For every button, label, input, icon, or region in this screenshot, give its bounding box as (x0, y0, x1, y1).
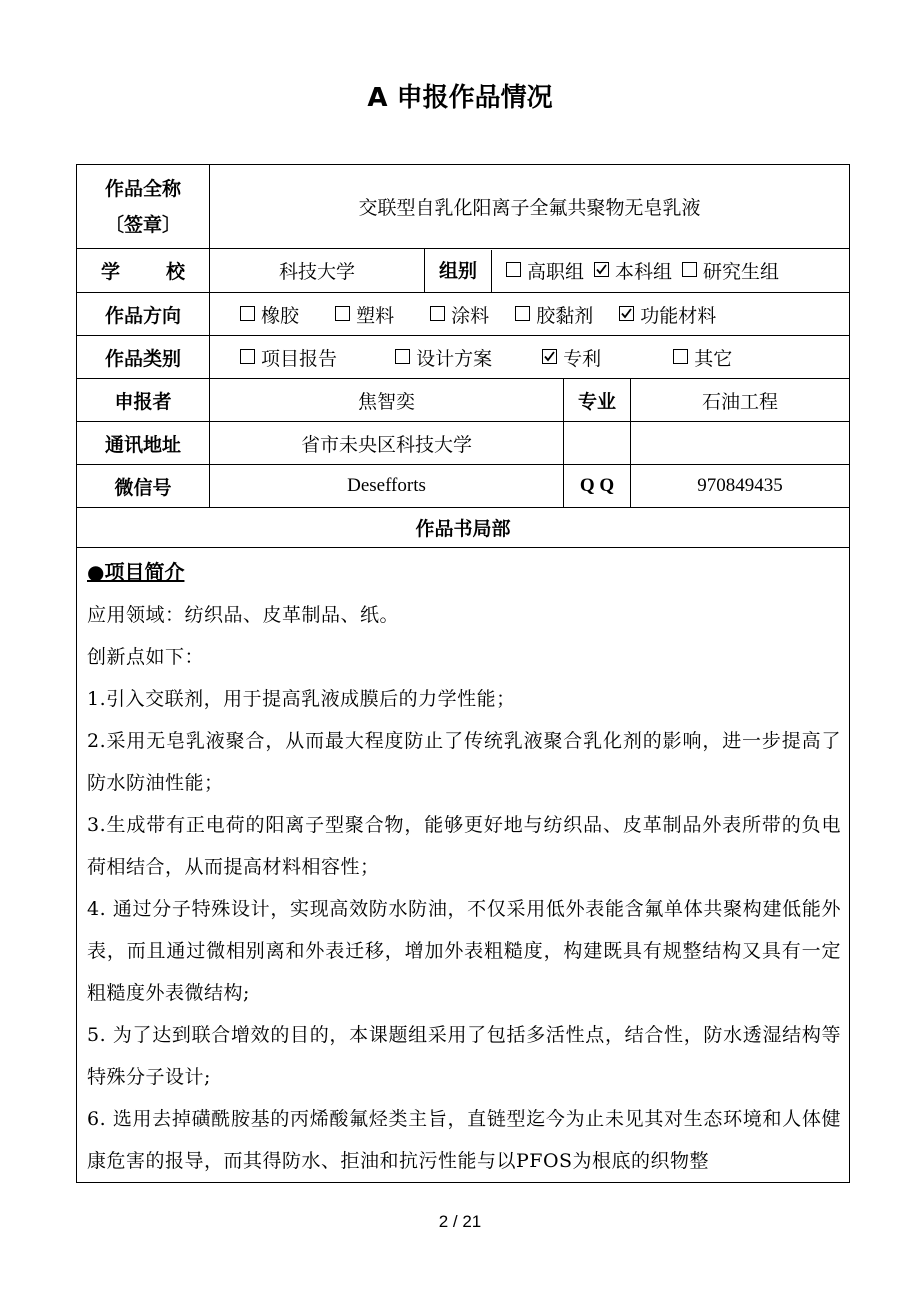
checkbox-empty-icon[interactable] (682, 262, 697, 277)
wechat-value: Desefforts (210, 465, 564, 508)
applicant-value: 焦智奕 (210, 379, 564, 422)
checkbox-empty-icon[interactable] (240, 306, 255, 321)
row-work-name (77, 165, 850, 249)
major-value: 石油工程 (631, 379, 850, 422)
page-title: A 申报作品情况 (367, 83, 553, 113)
group-option-graduate[interactable]: 研究生组 (682, 257, 779, 284)
row-intro (77, 548, 850, 1183)
direction-option-adhesive[interactable]: 胶黏剂 (515, 301, 593, 328)
school-value: 科技大学 (210, 249, 425, 293)
intro-heading: ●项目简介 (87, 560, 185, 584)
category-option-other[interactable]: 其它 (673, 344, 732, 371)
seal-label: 〔签章〕 (104, 213, 181, 236)
section-title: 作品书局部 (77, 508, 850, 548)
group-cell (425, 249, 850, 293)
checkbox-empty-icon[interactable] (506, 262, 521, 277)
address-extra-cell-2 (631, 422, 850, 465)
intro-paragraph: 创新点如下： (87, 646, 205, 668)
checkbox-empty-icon[interactable] (673, 349, 688, 364)
intro-paragraph: 1.引入交联剂，用于提高乳液成膜后的力学性能； (87, 688, 516, 710)
wechat-label: 微信号 (77, 465, 210, 508)
intro-paragraph: 4. 通过分子特殊设计，实现高效防水防油，不仅采用低外表能含氟单体共聚构建低能外表，而且通过微相别离和外表迁移，增加外表粗糙度，构建既具有规整结构又具有一定粗糙度外表微结构; (87, 898, 842, 1004)
row-category (77, 336, 850, 379)
work-name-label: 作品全称 (104, 177, 181, 200)
direction-option-plastic[interactable]: 塑料 (335, 301, 394, 328)
group-option-vocational[interactable]: 高职组 (506, 257, 584, 284)
address-value: 省市未央区科技大学 (210, 422, 564, 465)
application-form-table (76, 164, 850, 1183)
checkbox-checked-icon[interactable] (594, 262, 609, 277)
category-options (210, 336, 850, 379)
checkbox-empty-icon[interactable] (240, 349, 255, 364)
page-number: 2 / 21 (438, 1212, 482, 1231)
category-option-report[interactable]: 项目报告 (240, 344, 337, 371)
work-name-value: 交联型自乳化阳离子全氟共聚物无皂乳液 (210, 165, 850, 249)
applicant-label: 申报者 (77, 379, 210, 422)
checkbox-checked-icon[interactable] (542, 349, 557, 364)
intro-paragraph: 6. 选用去掉磺酰胺基的丙烯酸氟烃类主旨，直链型迄今为止未见其对生态环境和人体健康危害的报导，而其得防水、拒油和抗污性能与以PFOS为根底的织物整 (87, 1108, 842, 1172)
direction-option-rubber[interactable]: 橡胶 (240, 301, 299, 328)
row-wechat (77, 465, 850, 508)
direction-option-coating[interactable]: 涂料 (430, 301, 489, 328)
group-option-undergrad[interactable]: 本科组 (594, 257, 672, 284)
group-label: 组别 (425, 250, 492, 292)
checkbox-empty-icon[interactable] (395, 349, 410, 364)
row-school (77, 249, 850, 293)
qq-label: Q Q (564, 465, 631, 508)
row-section-title (77, 508, 850, 548)
qq-value: 970849435 (631, 465, 850, 508)
checkbox-empty-icon[interactable] (335, 306, 350, 321)
checkbox-empty-icon[interactable] (515, 306, 530, 321)
intro-paragraph: 5. 为了达到联合增效的目的，本课题组采用了包括多活性点，结合性，防水透湿结构等特殊分子设计; (87, 1024, 842, 1088)
checkbox-empty-icon[interactable] (430, 306, 445, 321)
row-applicant (77, 379, 850, 422)
direction-option-functional[interactable]: 功能材料 (619, 301, 716, 328)
intro-paragraph: 应用领域：纺织品、皮革制品、纸。 (87, 604, 400, 626)
address-extra-cell (564, 422, 631, 465)
school-label: 学 校 (101, 261, 185, 283)
row-direction (77, 293, 850, 336)
address-label: 通讯地址 (77, 422, 210, 465)
category-option-design[interactable]: 设计方案 (395, 344, 492, 371)
intro-paragraph: 3.生成带有正电荷的阳离子型聚合物，能够更好地与纺织品、皮革制品外表所带的负电荷相结合，从而提高材料相容性； (87, 814, 842, 878)
intro-cell (77, 548, 850, 1183)
direction-label: 作品方向 (77, 293, 210, 336)
category-label: 作品类别 (77, 336, 210, 379)
row-address (77, 422, 850, 465)
category-option-patent[interactable]: 专利 (542, 344, 601, 371)
checkbox-checked-icon[interactable] (619, 306, 634, 321)
intro-paragraph: 2.采用无皂乳液聚合，从而最大程度防止了传统乳液聚合乳化剂的影响，进一步提高了防水防油性能； (87, 730, 842, 794)
work-name-label-cell (77, 165, 210, 249)
major-label: 专业 (564, 379, 631, 422)
direction-options (210, 293, 850, 336)
